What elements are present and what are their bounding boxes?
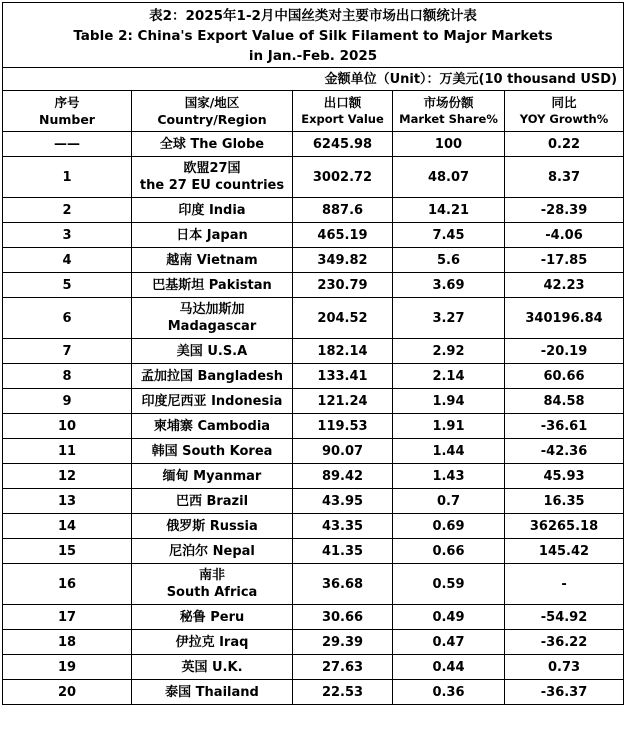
value-cell: 41.35 bbox=[293, 539, 393, 564]
yoy-cell: -36.22 bbox=[505, 630, 624, 655]
country-cell: 日本 Japan bbox=[132, 223, 293, 248]
no-cell: 15 bbox=[3, 539, 132, 564]
country-cell: 印度 India bbox=[132, 198, 293, 223]
table-row bbox=[3, 414, 624, 439]
country-cell: 伊拉克 Iraq bbox=[132, 630, 293, 655]
share-cell: 7.45 bbox=[393, 223, 505, 248]
share-cell: 1.91 bbox=[393, 414, 505, 439]
country-cell: 孟加拉国 Bangladesh bbox=[132, 364, 293, 389]
country-cell: 英国 U.K. bbox=[132, 655, 293, 680]
no-cell: 16 bbox=[3, 564, 132, 605]
yoy-cell: 84.58 bbox=[505, 389, 624, 414]
country-cell: 巴基斯坦 Pakistan bbox=[132, 273, 293, 298]
header-yoy-cn: 同比 bbox=[551, 95, 577, 110]
country-name-en: the 27 EU countries bbox=[139, 178, 285, 193]
table-row bbox=[3, 198, 624, 223]
value-cell: 43.35 bbox=[293, 514, 393, 539]
yoy-cell: 16.35 bbox=[505, 489, 624, 514]
value-cell: 887.6 bbox=[293, 198, 393, 223]
header-number bbox=[3, 91, 132, 132]
value-cell: 204.52 bbox=[293, 298, 393, 339]
yoy-cell: -36.37 bbox=[505, 680, 624, 705]
yoy-cell: 60.66 bbox=[505, 364, 624, 389]
share-cell: 14.21 bbox=[393, 198, 505, 223]
country-cell bbox=[132, 157, 293, 198]
yoy-cell: -36.61 bbox=[505, 414, 624, 439]
no-cell: 13 bbox=[3, 489, 132, 514]
title-en-line2: in Jan.-Feb. 2025 bbox=[248, 48, 378, 64]
share-cell: 5.6 bbox=[393, 248, 505, 273]
share-cell: 48.07 bbox=[393, 157, 505, 198]
yoy-cell: 0.22 bbox=[505, 132, 624, 157]
share-cell: 1.43 bbox=[393, 464, 505, 489]
value-cell: 30.66 bbox=[293, 605, 393, 630]
value-cell: 121.24 bbox=[293, 389, 393, 414]
no-cell: 19 bbox=[3, 655, 132, 680]
yoy-cell: 8.37 bbox=[505, 157, 624, 198]
country-cell: 俄罗斯 Russia bbox=[132, 514, 293, 539]
share-cell: 0.49 bbox=[393, 605, 505, 630]
country-name-cn: 欧盟27国 bbox=[183, 161, 241, 176]
share-cell: 0.7 bbox=[393, 489, 505, 514]
share-cell: 100 bbox=[393, 132, 505, 157]
no-cell: 1 bbox=[3, 157, 132, 198]
yoy-cell: 0.73 bbox=[505, 655, 624, 680]
header-yoy-en: YOY Growth% bbox=[519, 112, 609, 126]
yoy-cell: 340196.84 bbox=[505, 298, 624, 339]
value-cell: 89.42 bbox=[293, 464, 393, 489]
header-country bbox=[132, 91, 293, 132]
table-row bbox=[3, 564, 624, 605]
country-name-cn: 马达加斯加 bbox=[179, 302, 245, 317]
table-row bbox=[3, 298, 624, 339]
country-cell: 美国 U.S.A bbox=[132, 339, 293, 364]
table-row bbox=[3, 132, 624, 157]
yoy-cell: -20.19 bbox=[505, 339, 624, 364]
no-cell: 20 bbox=[3, 680, 132, 705]
header-share-cn: 市场份额 bbox=[423, 95, 474, 110]
no-cell: 5 bbox=[3, 273, 132, 298]
table-row bbox=[3, 514, 624, 539]
table-title bbox=[3, 3, 624, 68]
country-cell: 印度尼西亚 Indonesia bbox=[132, 389, 293, 414]
no-cell: 10 bbox=[3, 414, 132, 439]
country-name-en: Madagascar bbox=[167, 319, 257, 334]
value-cell: 182.14 bbox=[293, 339, 393, 364]
value-cell: 6245.98 bbox=[293, 132, 393, 157]
value-cell: 90.07 bbox=[293, 439, 393, 464]
yoy-cell: -54.92 bbox=[505, 605, 624, 630]
export-table bbox=[2, 2, 624, 705]
table-row bbox=[3, 464, 624, 489]
no-cell: 11 bbox=[3, 439, 132, 464]
country-cell bbox=[132, 564, 293, 605]
share-cell: 1.44 bbox=[393, 439, 505, 464]
no-cell: 14 bbox=[3, 514, 132, 539]
value-cell: 119.53 bbox=[293, 414, 393, 439]
no-cell: 18 bbox=[3, 630, 132, 655]
header-value bbox=[293, 91, 393, 132]
country-cell: 巴西 Brazil bbox=[132, 489, 293, 514]
table-row bbox=[3, 680, 624, 705]
no-cell: —— bbox=[3, 132, 132, 157]
table-row bbox=[3, 655, 624, 680]
value-cell: 230.79 bbox=[293, 273, 393, 298]
table-row bbox=[3, 605, 624, 630]
value-cell: 29.39 bbox=[293, 630, 393, 655]
header-country-cn: 国家/地区 bbox=[184, 95, 240, 110]
table-row bbox=[3, 248, 624, 273]
yoy-cell: -42.36 bbox=[505, 439, 624, 464]
no-cell: 9 bbox=[3, 389, 132, 414]
country-cell: 尼泊尔 Nepal bbox=[132, 539, 293, 564]
share-cell: 2.92 bbox=[393, 339, 505, 364]
no-cell: 6 bbox=[3, 298, 132, 339]
share-cell: 3.69 bbox=[393, 273, 505, 298]
no-cell: 7 bbox=[3, 339, 132, 364]
country-cell: 韩国 South Korea bbox=[132, 439, 293, 464]
header-row bbox=[3, 91, 624, 132]
share-cell: 0.59 bbox=[393, 564, 505, 605]
value-cell: 133.41 bbox=[293, 364, 393, 389]
no-cell: 4 bbox=[3, 248, 132, 273]
yoy-cell: - bbox=[505, 564, 624, 605]
table-row bbox=[3, 223, 624, 248]
value-cell: 43.95 bbox=[293, 489, 393, 514]
table-row bbox=[3, 157, 624, 198]
title-cn: 表2：2025年1-2月中国丝类对主要市场出口额统计表 bbox=[149, 8, 477, 24]
yoy-cell: -17.85 bbox=[505, 248, 624, 273]
title-en-line1: Table 2: China's Export Value of Silk Filament to Major Markets bbox=[73, 28, 553, 44]
no-cell: 17 bbox=[3, 605, 132, 630]
no-cell: 2 bbox=[3, 198, 132, 223]
country-cell: 全球 The Globe bbox=[132, 132, 293, 157]
header-value-en: Export Value bbox=[301, 112, 384, 126]
country-cell: 越南 Vietnam bbox=[132, 248, 293, 273]
header-value-cn: 出口额 bbox=[323, 95, 362, 110]
country-cell: 缅甸 Myanmar bbox=[132, 464, 293, 489]
country-cell bbox=[132, 298, 293, 339]
table-row bbox=[3, 389, 624, 414]
header-share bbox=[393, 91, 505, 132]
header-country-en: Country/Region bbox=[157, 112, 267, 127]
table-row bbox=[3, 539, 624, 564]
share-cell: 3.27 bbox=[393, 298, 505, 339]
value-cell: 349.82 bbox=[293, 248, 393, 273]
value-cell: 27.63 bbox=[293, 655, 393, 680]
header-share-en: Market Share% bbox=[399, 112, 498, 126]
value-cell: 3002.72 bbox=[293, 157, 393, 198]
table-row bbox=[3, 273, 624, 298]
yoy-cell: 145.42 bbox=[505, 539, 624, 564]
country-cell: 泰国 Thailand bbox=[132, 680, 293, 705]
share-cell: 0.36 bbox=[393, 680, 505, 705]
share-cell: 0.66 bbox=[393, 539, 505, 564]
share-cell: 2.14 bbox=[393, 364, 505, 389]
no-cell: 12 bbox=[3, 464, 132, 489]
yoy-cell: 45.93 bbox=[505, 464, 624, 489]
yoy-cell: -28.39 bbox=[505, 198, 624, 223]
table-row bbox=[3, 364, 624, 389]
value-cell: 22.53 bbox=[293, 680, 393, 705]
header-number-cn: 序号 bbox=[54, 95, 80, 110]
country-cell: 秘鲁 Peru bbox=[132, 605, 293, 630]
country-name-cn: 南非 bbox=[198, 568, 225, 583]
share-cell: 0.69 bbox=[393, 514, 505, 539]
share-cell: 0.44 bbox=[393, 655, 505, 680]
country-cell: 柬埔寨 Cambodia bbox=[132, 414, 293, 439]
yoy-cell: 42.23 bbox=[505, 273, 624, 298]
table-row bbox=[3, 489, 624, 514]
table-row bbox=[3, 339, 624, 364]
share-cell: 0.47 bbox=[393, 630, 505, 655]
value-cell: 465.19 bbox=[293, 223, 393, 248]
table-row bbox=[3, 630, 624, 655]
yoy-cell: -4.06 bbox=[505, 223, 624, 248]
value-cell: 36.68 bbox=[293, 564, 393, 605]
no-cell: 8 bbox=[3, 364, 132, 389]
table-row bbox=[3, 439, 624, 464]
country-name-en: South Africa bbox=[166, 585, 258, 600]
share-cell: 1.94 bbox=[393, 389, 505, 414]
header-number-en: Number bbox=[39, 112, 95, 127]
unit-label: 金额单位（Unit）：万美元(10 thousand USD) bbox=[3, 68, 624, 91]
no-cell: 3 bbox=[3, 223, 132, 248]
header-yoy bbox=[505, 91, 624, 132]
yoy-cell: 36265.18 bbox=[505, 514, 624, 539]
